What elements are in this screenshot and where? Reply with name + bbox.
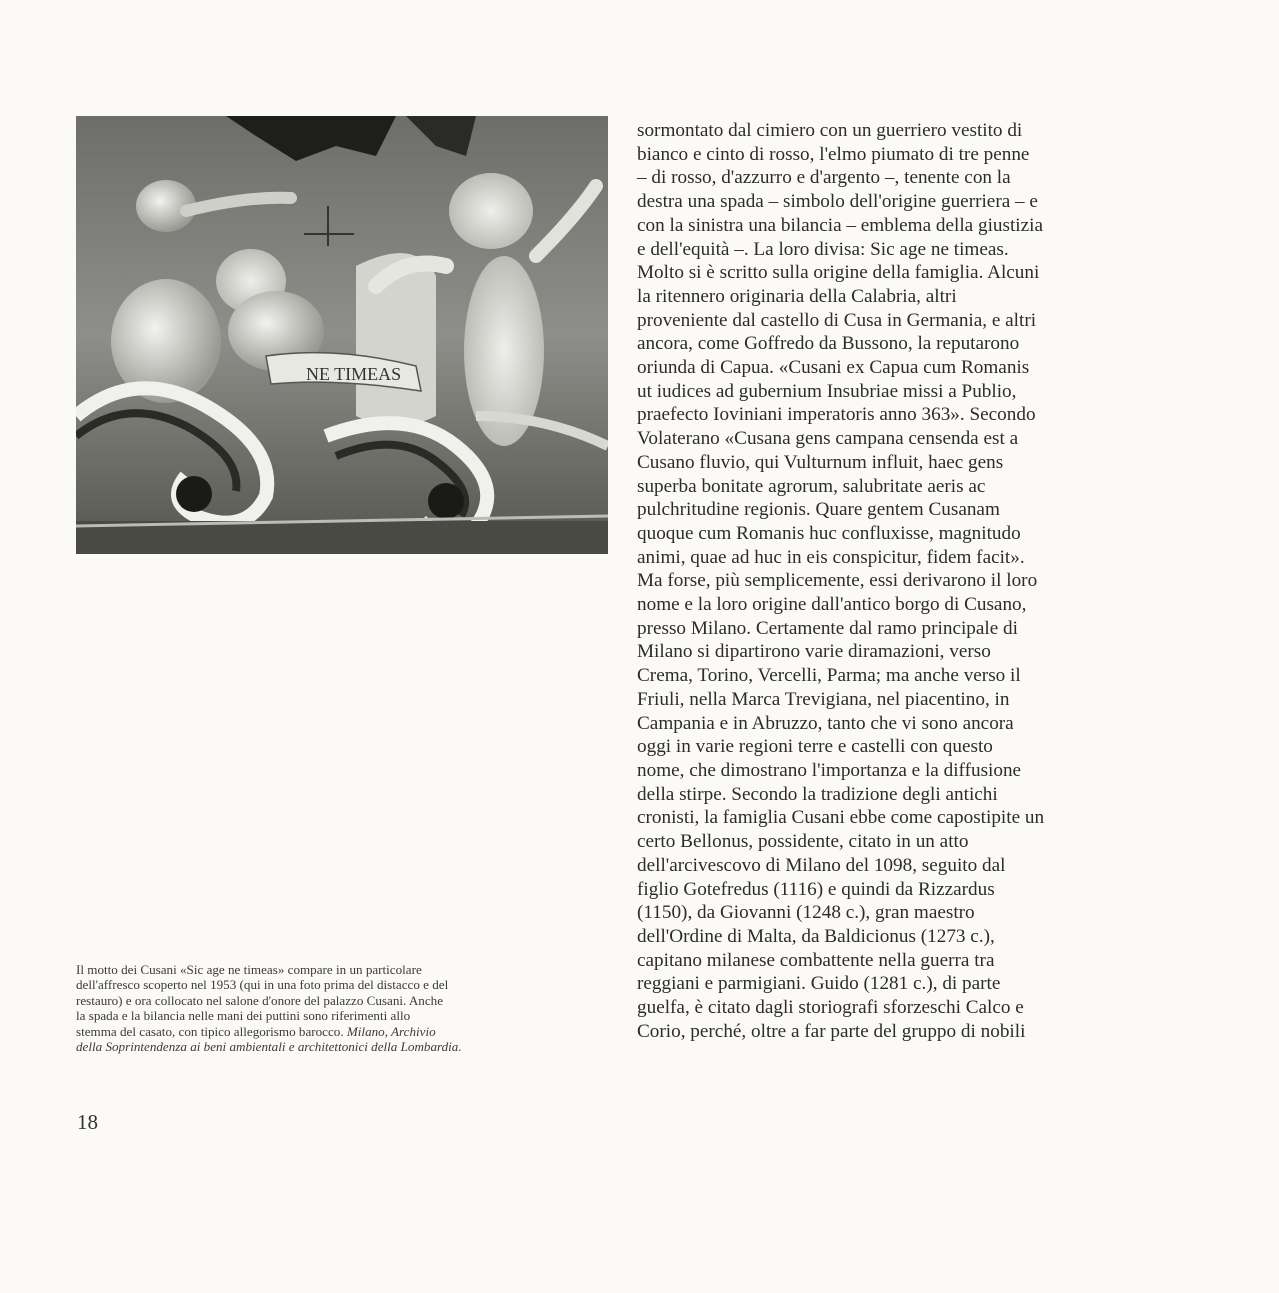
body-text-line: Cusano fluvio, qui Vulturnum influit, haec gens (637, 451, 1004, 473)
body-text-line: la ritennero originaria della Calabria, altri (637, 285, 957, 307)
caption-line: restauro) e ora collocato nel salone d'onore del palazzo Cusani. Anche (76, 992, 444, 1008)
body-text-line: della stirpe. Secondo la tradizione degli antichi (637, 783, 998, 805)
body-text-line: Corio, perché, oltre a far parte del gruppo di nobili (637, 1020, 1026, 1042)
body-text-line: e dell'equità –. La loro divisa: Sic age ne timeas. (637, 238, 1009, 260)
body-text-line: certo Bellonus, possidente, citato in un atto (637, 831, 969, 853)
body-text-line: superba bonitate agrorum, salubritate aeris ac (637, 475, 986, 497)
body-text-line: capitano milanese combattente nella guerra tra (637, 949, 995, 971)
body-text-line: oriunda di Capua. «Cusani ex Capua cum Romanis (637, 357, 1030, 379)
page-number: 18 (77, 1110, 98, 1134)
body-text-line: figlio Gotefredus (1116) e quindi da Rizzardus (637, 878, 995, 900)
caption-source: della Soprintendenza ai beni ambientali e architettonici della Lombardia. (76, 1039, 462, 1055)
body-text-line: reggiani e parmigiani. Guido (1281 c.), di parte (637, 973, 1001, 995)
body-text-line: bianco e cinto di rosso, l'elmo piumato di tre penne (637, 143, 1030, 165)
body-text-line: cronisti, la famiglia Cusani ebbe come capostipite un (637, 807, 1045, 829)
body-text-line: sormontato dal cimiero con un guerriero vestito di (637, 120, 1023, 141)
body-text-line: dell'Ordine di Malta, da Baldicionus (1273 c.), (637, 925, 995, 947)
caption-text: stemma del casato, con tipico allegorismo barocco. (76, 1023, 347, 1039)
body-text-line: oggi in varie regioni terre e castelli con questo (637, 736, 993, 758)
body-text-line: Ma forse, più semplicemente, essi derivarono il loro (637, 570, 1038, 592)
body-text-column (637, 119, 1177, 1043)
body-text-line: ancora, come Goffredo da Bussono, la reputarono (637, 333, 1020, 355)
body-text-line: presso Milano. Certamente dal ramo principale di (637, 617, 1018, 639)
body-text-line: guelfa, è citato dagli storiografi sforzeschi Calco e (637, 997, 1024, 1019)
body-text-line: nome, che dimostrano l'importanza e la diffusione (637, 759, 1022, 781)
body-text-line: dell'arcivescovo di Milano del 1098, seguito dal (637, 854, 1006, 876)
body-text-line: praefecto Ioviniani imperatoris anno 363». Secondo (637, 404, 1036, 426)
body-text-line: pulchritudine regionis. Quare gentem Cusanam (637, 499, 1000, 521)
body-text-line: Friuli, nella Marca Trevigiana, nel piacentino, in (637, 688, 1010, 710)
body-text-line: Campania e in Abruzzo, tanto che vi sono ancora (637, 712, 1014, 734)
body-text-line: animi, quae ad huc in eis conspicitur, fidem facit». (637, 546, 1025, 568)
fresco-image (76, 116, 608, 554)
body-text-line: – di rosso, d'azzurro e d'argento –, tenente con la (637, 167, 1011, 189)
body-text-line: (1150), da Giovanni (1248 c.), gran maestro (637, 902, 975, 924)
caption-line (76, 1039, 606, 1054)
caption-line: dell'affresco scoperto nel 1953 (qui in una foto prima del distacco e del (76, 977, 449, 993)
banner-motto: NE TIMEAS (306, 364, 402, 384)
fresco-photograph (76, 116, 608, 554)
body-text-line: Milano si dipartirono varie diramazioni, verso (637, 641, 991, 663)
caption-line: Il motto dei Cusani «Sic age ne timeas» compare in un particolare (76, 962, 422, 977)
caption-source: Milano, Archivio (346, 1023, 436, 1039)
body-text-line: quoque cum Romanis huc confluxisse, magnitudo (637, 522, 1021, 544)
body-text-line: Crema, Torino, Vercelli, Parma; ma anche verso il (637, 665, 1021, 687)
body-text-line: Molto si è scritto sulla origine della famiglia. Alcuni (637, 262, 1040, 284)
body-text-line: con la sinistra una bilancia – emblema della giustizia (637, 214, 1044, 236)
caption-line: la spada e la bilancia nelle mani dei puttini sono riferimenti allo (76, 1008, 411, 1024)
body-text-line: ut iudices ad gubernium Insubriae missi a Publio, (637, 380, 1017, 402)
body-text-line: destra una spada – simbolo dell'origine guerriera – e (637, 191, 1038, 213)
body-text-line: nome e la loro origine dall'antico borgo di Cusano, (637, 594, 1027, 616)
caption-line (76, 1024, 606, 1039)
photo-caption (76, 962, 606, 1054)
body-text-line: proveniente dal castello di Cusa in Germania, e altri (637, 309, 1037, 331)
body-text-line: Volaterano «Cusana gens campana censenda est a (637, 428, 1019, 450)
